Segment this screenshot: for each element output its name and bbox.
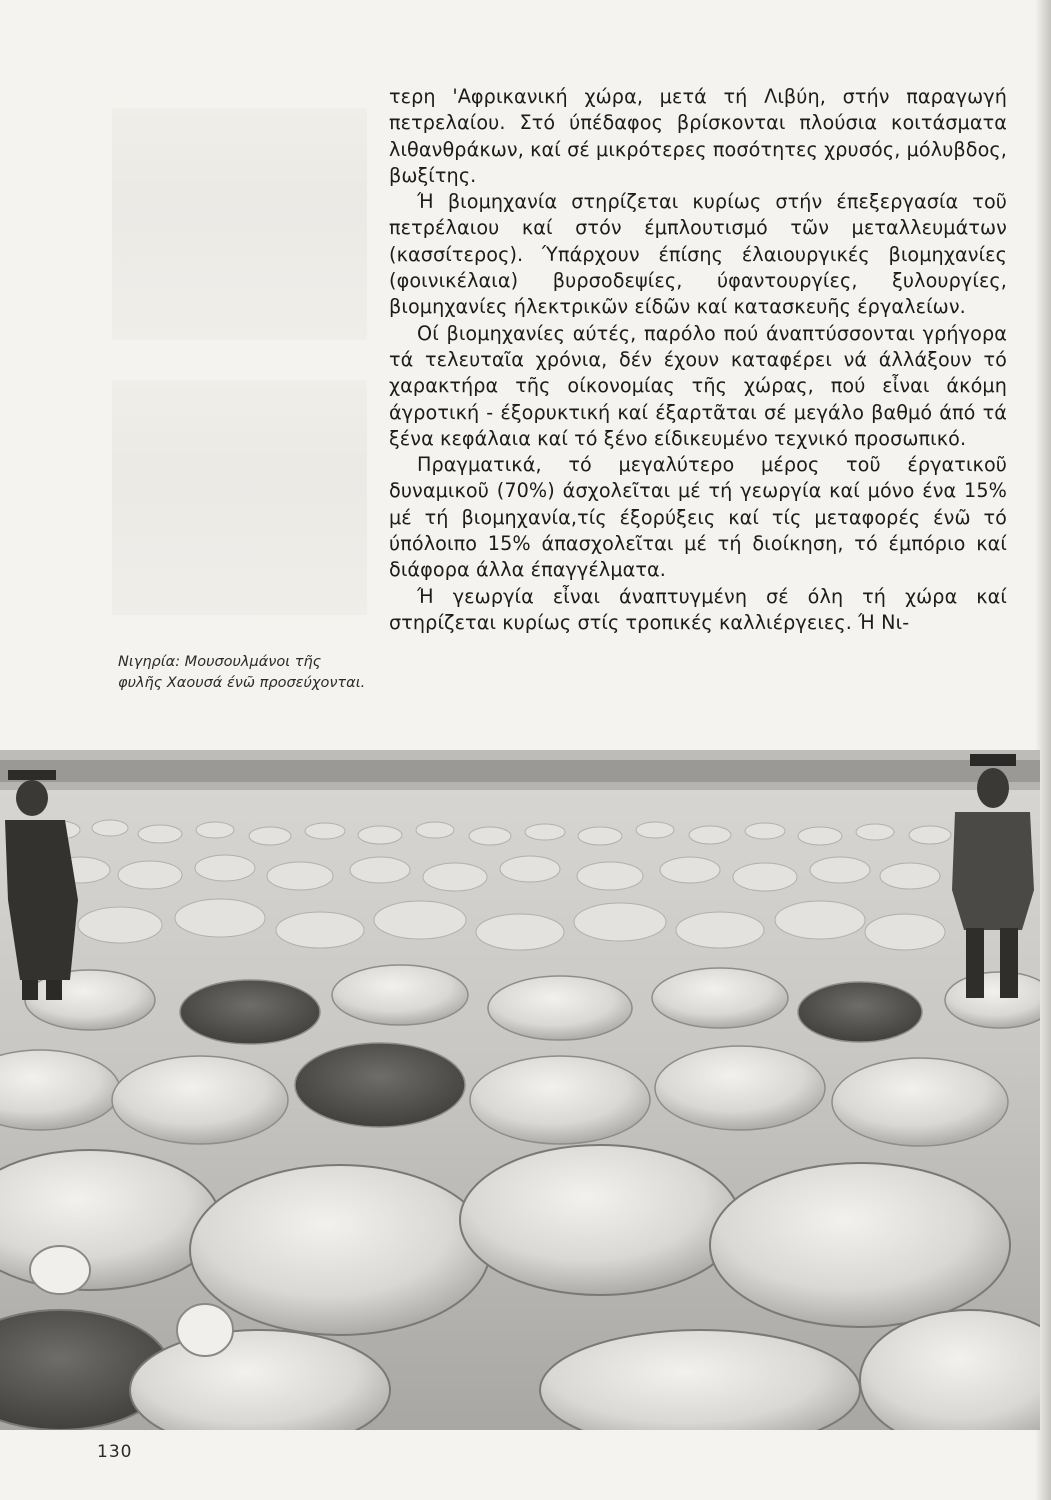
body-paragraph: Ή βιομηχανία στηρίζεται κυρίως στήν έπεξεργασία τοῦ πετρέλαιου καί στόν έμπλουτισμό τῶν μεταλλευμάτων (κασσίτερος). Ύπάρχουν έπίσης έλαιουργικές βιομηχανίες (φοινικέλαια) βυρσοδεψίες, ύφαντουργίες, ξυλουργίες, βιομηχανίες ήλεκτρικῶν είδῶν καί κατασκευῆς έργαλείων. — [389, 190, 1007, 319]
body-paragraph: Πραγματικά, τό μεγαλύτερο μέρος τοῦ έργατικοῦ δυναμικοῦ (70%) άσχολεῖται μέ τή γεωργία καί μόνο ένα 15% μέ τή βιομηχανία,τίς έξορύξεις καί τίς μεταφορές ένῶ τό ύπόλοιπο 15% άπασχολεῖται μέ τή διοίκηση, τό έμπόριο καί διάφορα άλλα έπαγγέλματα. — [389, 453, 1007, 582]
body-paragraph: τερη 'Αφρικανική χώρα, μετά τή Λιβύη, στήν παραγωγή πετρελαίου. Στό ύπέδαφος βρίσκονται πλούσια κοιτάσματα λιθανθράκων, καί σέ μικρότερες ποσότητες χρυσός, μόλυβδος, βωξίτης. — [389, 85, 1007, 187]
body-paragraph: Οί βιομηχανίες αύτές, παρόλο πού άναπτύσσονται γρήγορα τά τελευταῖα χρόνια, δέν έχουν καταφέρει νά άλλάξουν τό χαρακτήρα τῆς οίκονομίας τῆς χώρας, πού εἶναι άκόμη άγροτική - έξορυκτική καί έξαρτᾶται σέ μεγάλο βαθμό άπό τά ξένα κεφάλαια καί τό ξένο είδικευμένο τεχνικό προσωπικό. — [389, 321, 1007, 450]
prayer-photo — [0, 750, 1040, 1430]
bleed-through-block-upper — [112, 108, 367, 340]
body-text-column — [389, 84, 1007, 636]
body-paragraph: Ή γεωργία εἶναι άναπτυγμένη σέ όλη τή χώρα καί στηρίζεται κυρίως στίς τροπικές καλλιέργειες. Ή Νι- — [389, 584, 1007, 634]
page-number: 130 — [97, 1442, 133, 1462]
bleed-through-block-lower — [112, 380, 367, 615]
photo-caption: Νιγηρία: Μουσουλμάνοι τῆς φυλῆς Χαουσά ένῶ προσεύχονται. — [118, 654, 366, 691]
